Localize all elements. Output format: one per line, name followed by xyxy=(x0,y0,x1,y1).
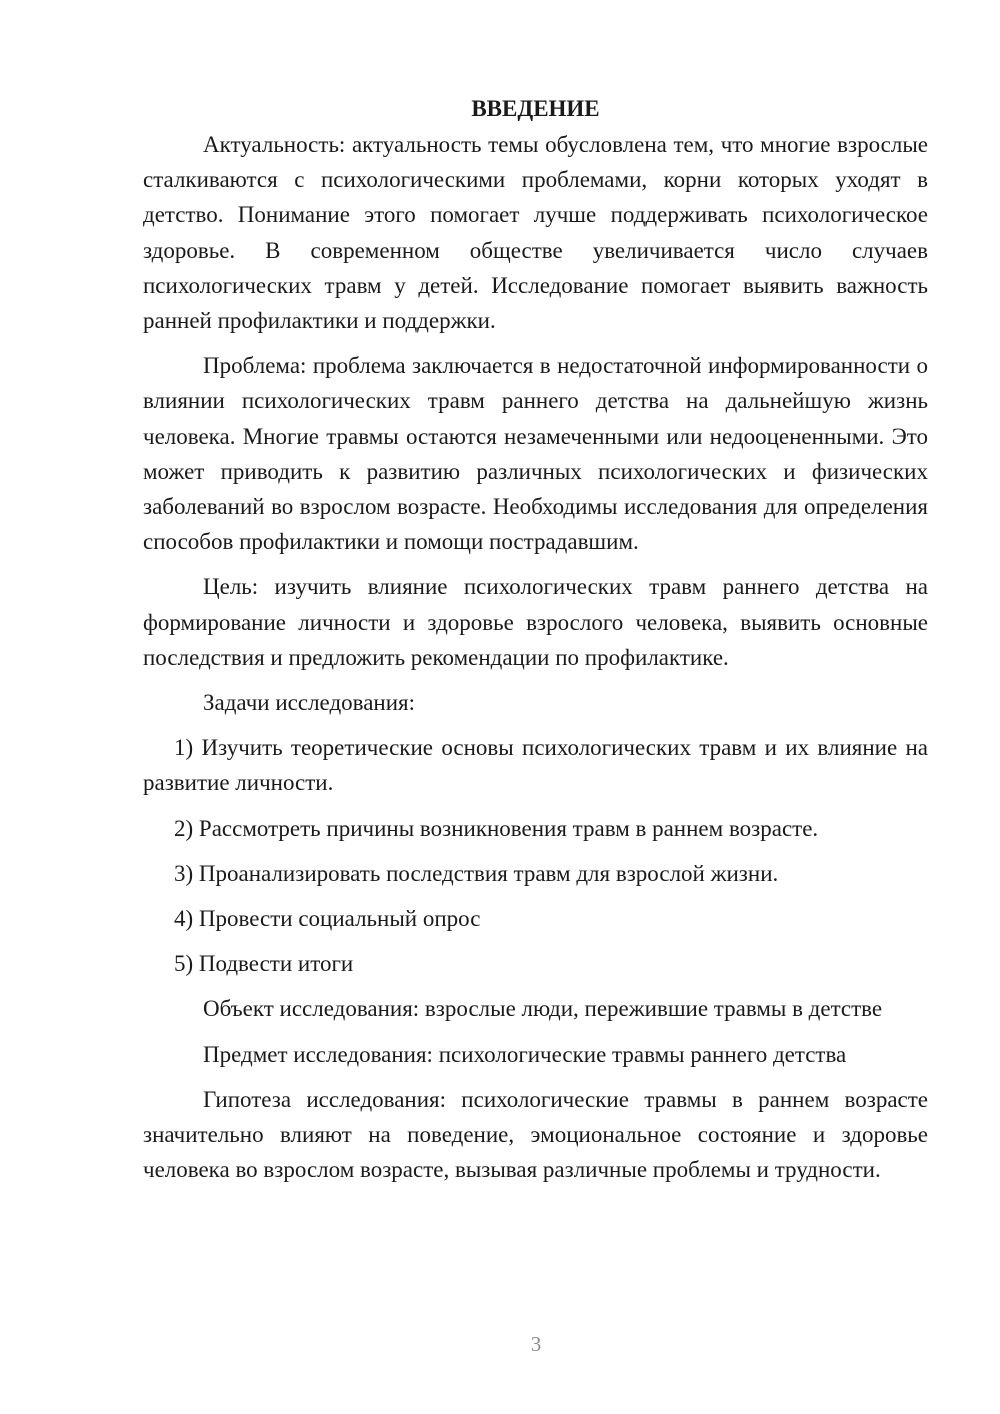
task-item-4: 4) Провести социальный опрос xyxy=(174,906,481,932)
paragraph-object: Объект исследования: взрослые люди, пережившие травмы в детстве xyxy=(203,996,883,1022)
task-item-3: 3) Проанализировать последствия травм для взрослой жизни. xyxy=(174,860,779,886)
task-item-2: 2) Рассмотреть причины возникновения травм в раннем возрасте. xyxy=(174,815,819,841)
paragraph-hypothesis: Гипотеза исследования: психологические травмы в раннем возрасте значительно влияют на поведение, эмоциональное состояние и здоровье человека во взрослом возрасте, вызывая различные проблемы и трудности. xyxy=(143,1086,928,1183)
document-body xyxy=(143,92,928,1197)
paragraph-goal: Цель: изучить влияние психологических травм раннего детства на формирование личности и здоровье взрослого человека, выявить основные последствия и предложить рекомендации по профилактике. xyxy=(143,574,928,670)
task-item-1: 1) Изучить теоретические основы психологических травм и их влияние на развитие личности. xyxy=(143,735,928,796)
paragraph-problem: Проблема: проблема заключается в недостаточной информированности о влиянии психологических травм раннего детства на дальнейшую жизнь человека. Многие травмы остаются незамеченными или недооцененными. Это может приводить к развитию различных психологических и физических заболеваний во взрослом возрасте. Необходимы исследования для определения способов профилактики и помощи пострадавшим. xyxy=(143,353,928,555)
paragraph-relevance: Актуальность: актуальность темы обусловлена тем, что многие взрослые сталкиваются с психологическими проблемами, корни которых уходят в детство. Понимание этого помогает лучше поддерживать психологическое здоровье. В современном обществе увеличивается число случаев психологических травм у детей. Исследование помогает выявить важность ранней профилактики и поддержки. xyxy=(143,132,928,334)
page-title: ВВЕДЕНИЕ xyxy=(471,96,600,121)
paragraph-subject: Предмет исследования: психологические травмы раннего детства xyxy=(203,1041,847,1067)
tasks-heading: Задачи исследования: xyxy=(203,690,416,716)
task-item-5: 5) Подвести итоги xyxy=(174,951,354,977)
page-number: 3 xyxy=(530,1332,542,1356)
